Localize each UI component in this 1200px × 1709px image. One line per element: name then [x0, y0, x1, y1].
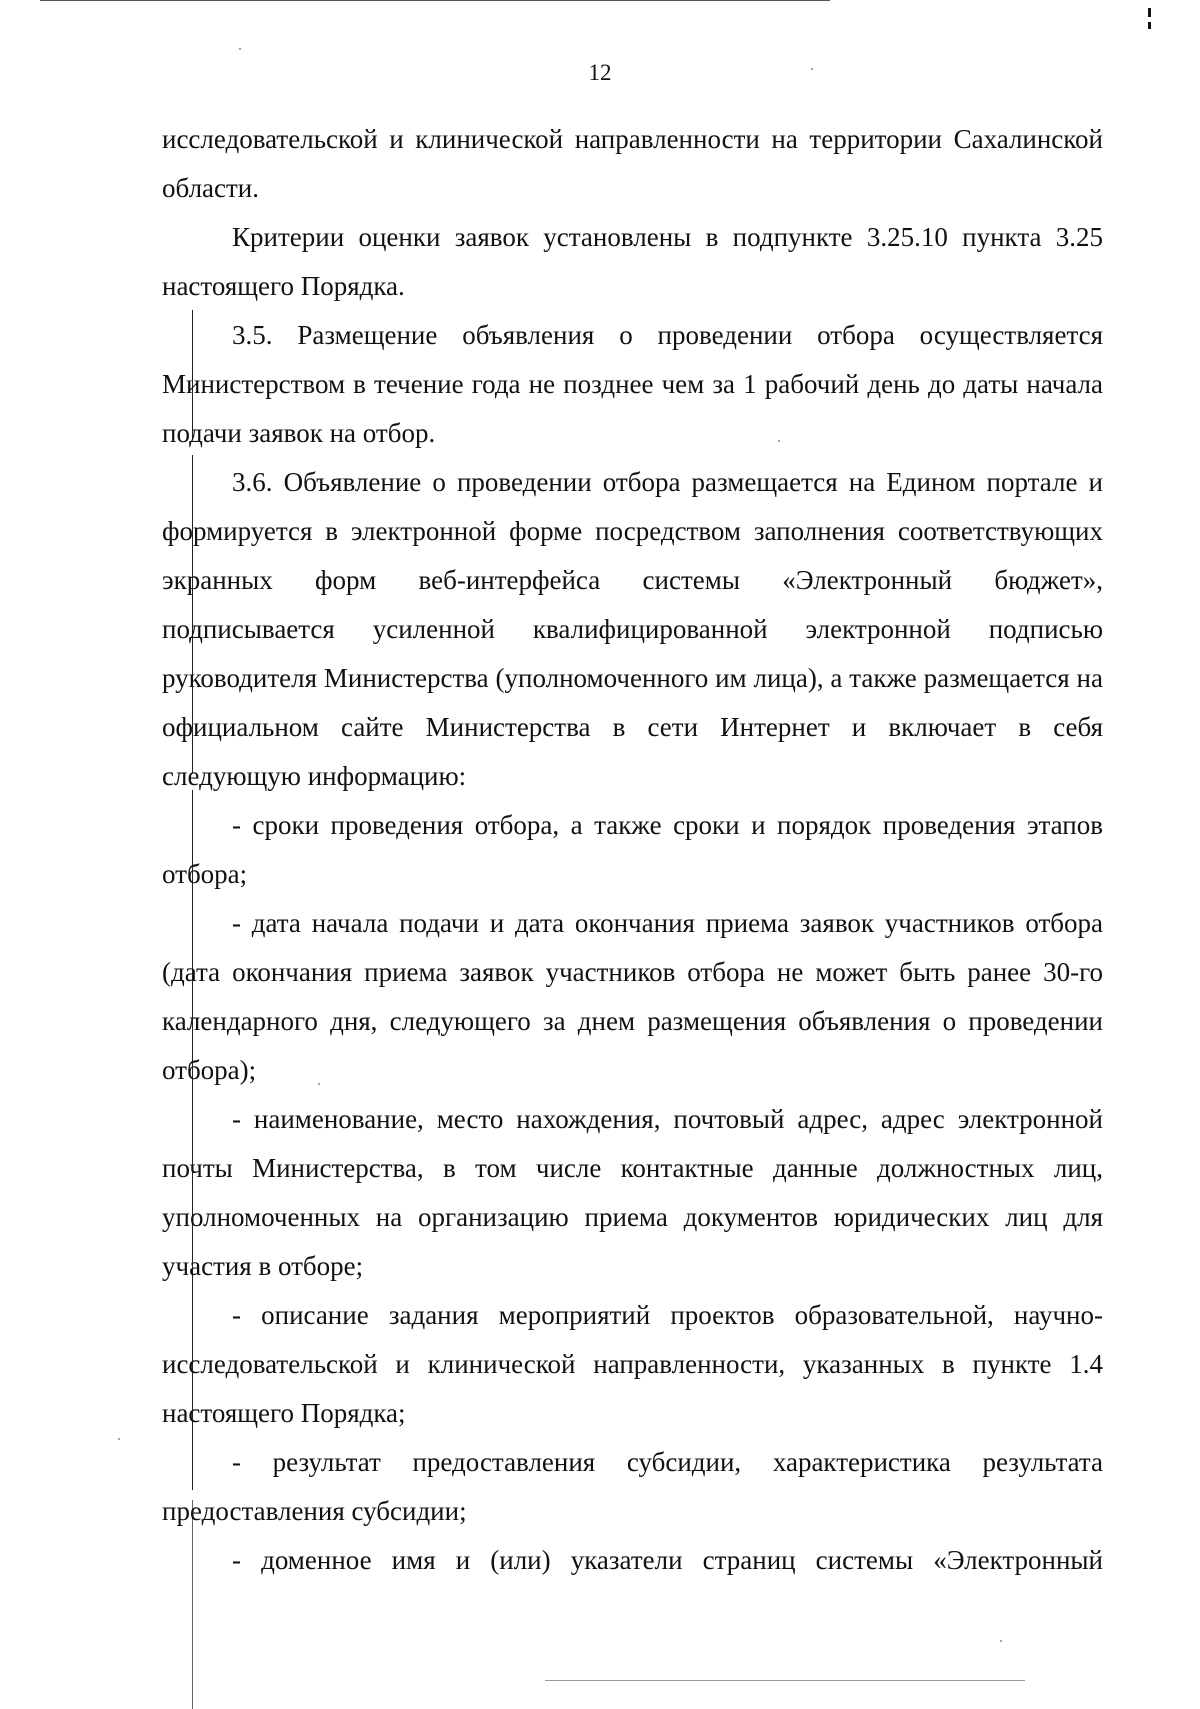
- list-item-selection-terms: - сроки проведения отбора, а также сроки и порядок проведения этапов отбора;: [162, 810, 1103, 889]
- scan-right-margin-mark: [1148, 22, 1151, 29]
- scan-speck: [1000, 1640, 1002, 1642]
- document-body: [162, 115, 1103, 1585]
- scan-speck: [239, 48, 241, 50]
- scan-top-rule: [40, 0, 830, 1]
- list-item-ministry-contacts: - наименование, место нахождения, почтовый адрес, адрес электронной почты Министерства, в том числе контактные данные должностных лиц, уполномоченных на организацию приема документов юридических лиц для участия в отборе;: [162, 1104, 1103, 1281]
- list-item-application-dates: - дата начала подачи и дата окончания приема заявок участников отбора (дата окончания приема заявок участников отбора не может быть ранее 30-го календарного дня, следующего за днем размещения объявления о проведении отбора);: [162, 908, 1103, 1085]
- list-item-domain-name: - доменное имя и (или) указатели страниц системы «Электронный: [232, 1545, 1103, 1575]
- list-item-subsidy-result: - результат предоставления субсидии, характеристика результата предоставления субсидии;: [162, 1447, 1103, 1526]
- list-item-task-description: - описание задания мероприятий проектов образовательной, научно-исследовательской и клинической направленности, указанных в пункте 1.4 настоящего Порядка;: [162, 1300, 1103, 1428]
- page-number: 12: [588, 60, 612, 85]
- scan-bottom-rule: [545, 1680, 1025, 1681]
- paragraph-continuation: исследовательской и клинической направленности на территории Сахалинской области.: [162, 124, 1103, 203]
- paragraph-3-5: 3.5. Размещение объявления о проведении отбора осуществляется Министерством в течение года не позднее чем за 1 рабочий день до даты начала подачи заявок на отбор.: [162, 320, 1103, 448]
- scan-right-margin-mark: [1148, 8, 1151, 17]
- scan-speck: [118, 1438, 120, 1440]
- paragraph-3-6: 3.6. Объявление о проведении отбора размещается на Едином портале и формируется в электронной форме посредством заполнения соответствующих экранных форм веб-интерфейса системы «Электронный бюджет», подписывается усиленной квалифицированной электронной подписью руководителя Министерства (уполномоченного им лица), а также размещается на официальном сайте Министерства в сети Интернет и включает в себя следующую информацию:: [162, 467, 1103, 791]
- paragraph-evaluation-criteria: Критерии оценки заявок установлены в подпункте 3.25.10 пункта 3.25 настоящего Порядка.: [162, 222, 1103, 301]
